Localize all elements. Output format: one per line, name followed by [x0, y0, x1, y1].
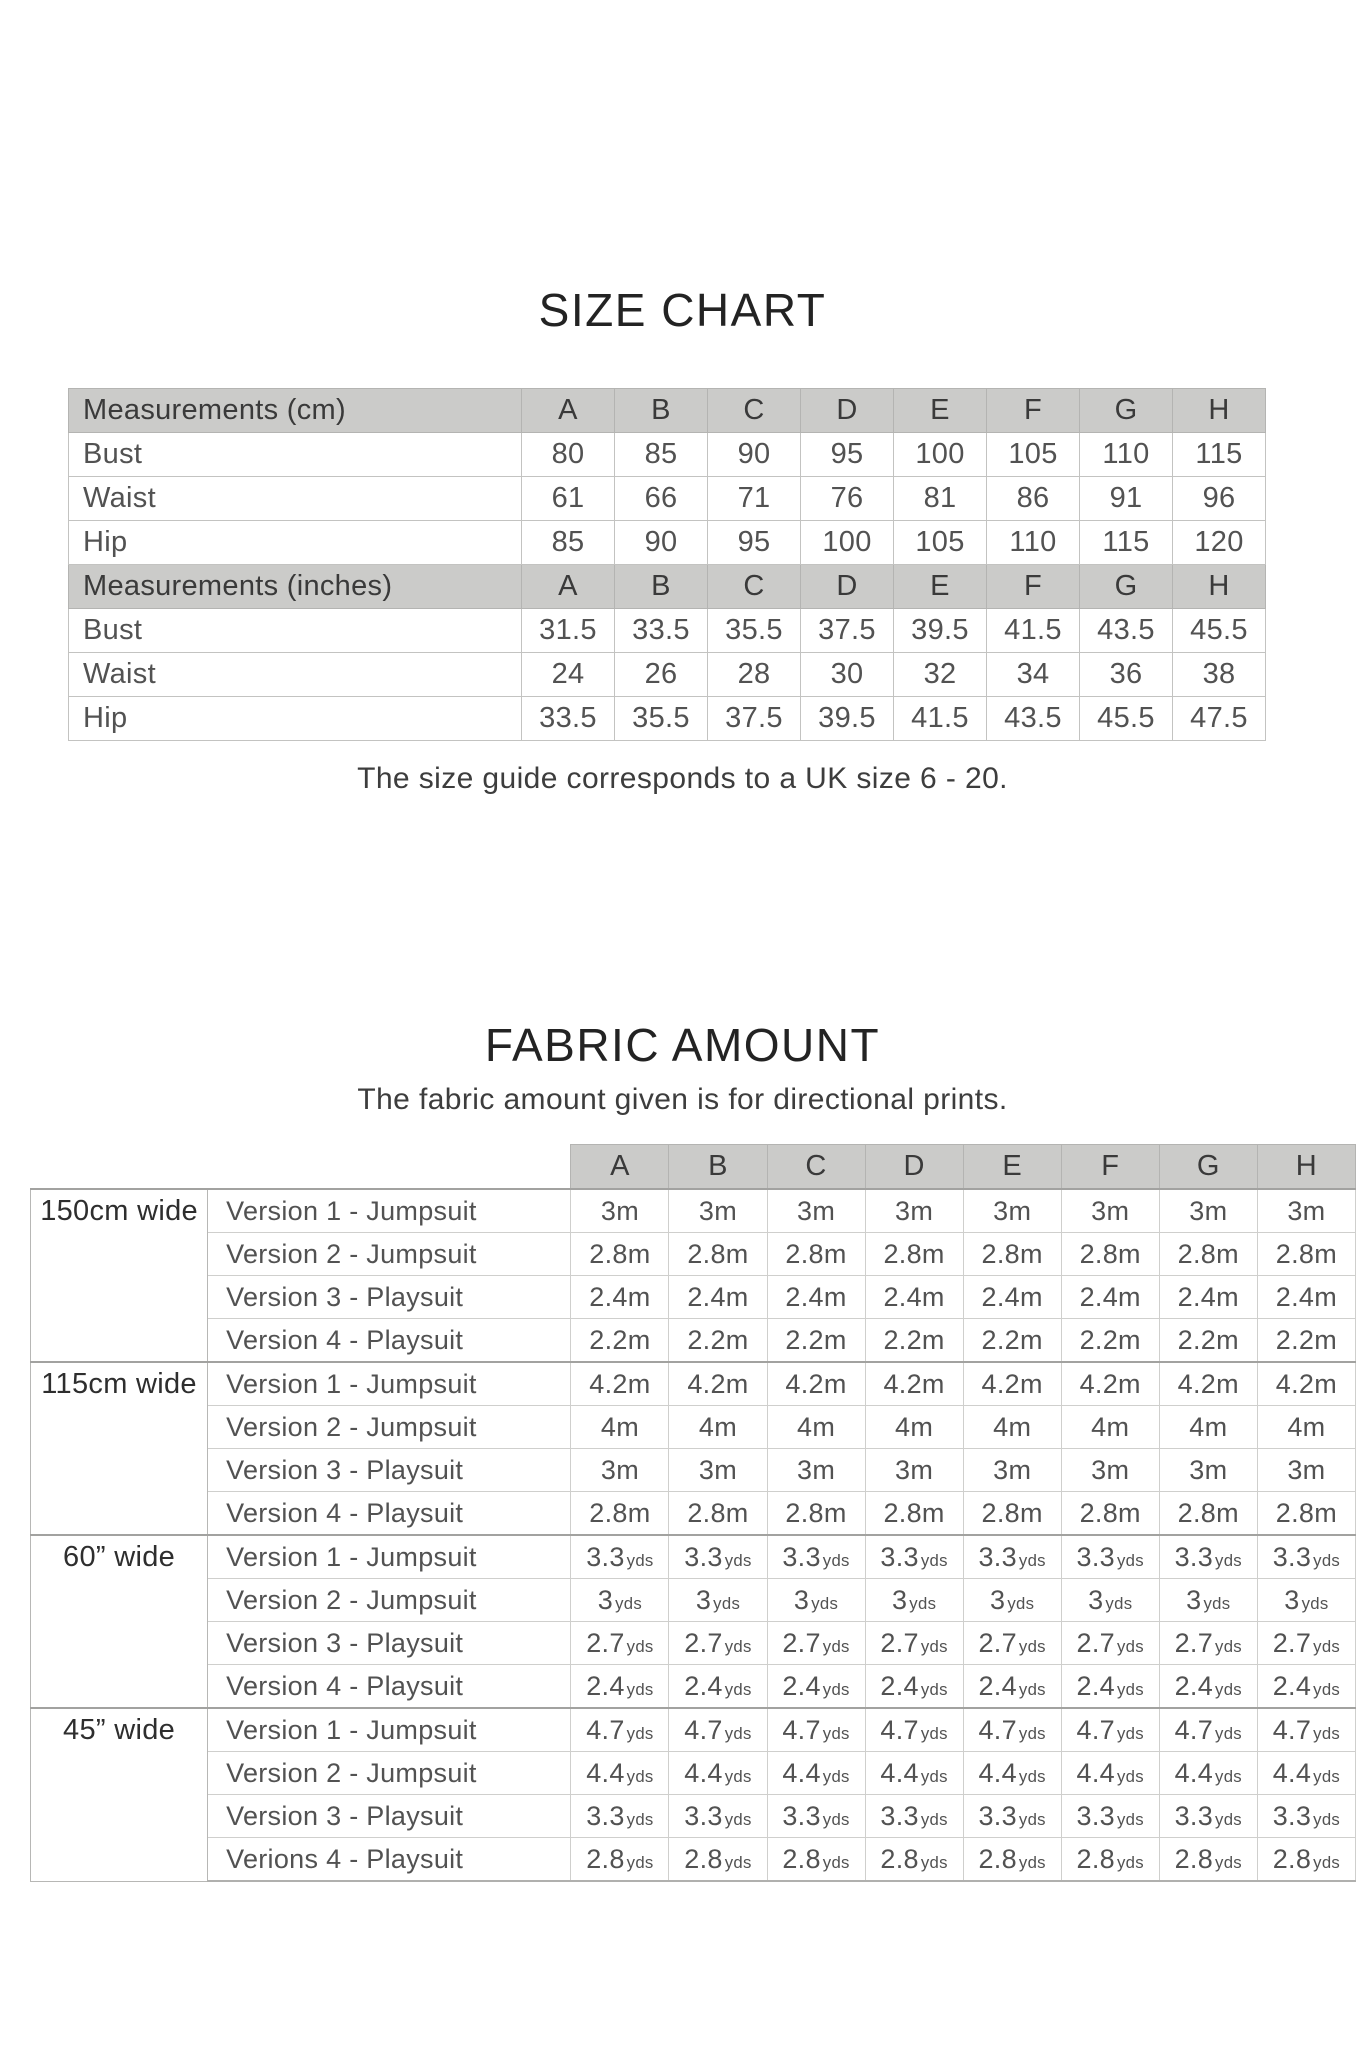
version-label: Version 4 - Playsuit	[208, 1319, 571, 1363]
fabric-amount-value: 2.4m	[669, 1276, 767, 1319]
fabric-size-header-row	[31, 1145, 1356, 1190]
measurements-header-label: Measurements (cm)	[69, 389, 522, 433]
fabric-amount-value: 3.3 yds	[1159, 1535, 1257, 1579]
measurement-value: 95	[708, 521, 801, 565]
fabric-width-label: 115cm wide	[31, 1362, 208, 1535]
fabric-amount-value: 2.7 yds	[1061, 1622, 1159, 1665]
fabric-amount-value: 4.2m	[669, 1362, 767, 1406]
fabric-amount-table	[30, 1144, 1356, 1882]
fabric-amount-value: 2.2m	[571, 1319, 669, 1363]
size-column-header: C	[708, 565, 801, 609]
measurement-value: 38	[1173, 653, 1266, 697]
fabric-amount-value: 4.7 yds	[1061, 1708, 1159, 1752]
fabric-amount-value: 4.2m	[571, 1362, 669, 1406]
version-label: Version 1 - Jumpsuit	[208, 1189, 571, 1233]
measurement-value: 105	[987, 433, 1080, 477]
fabric-amount-value: 4.2m	[963, 1362, 1061, 1406]
fabric-amount-row	[31, 1189, 1356, 1233]
version-label: Version 4 - Playsuit	[208, 1492, 571, 1536]
fabric-amount-value: 3m	[963, 1189, 1061, 1233]
size-column-header: D	[801, 565, 894, 609]
fabric-amount-value: 2.8m	[1159, 1492, 1257, 1536]
fabric-amount-value: 2.2m	[669, 1319, 767, 1363]
fabric-amount-value: 4.7 yds	[963, 1708, 1061, 1752]
size-column-header: G	[1080, 389, 1173, 433]
fabric-amount-value: 3.3 yds	[669, 1795, 767, 1838]
measurement-value: 43.5	[987, 697, 1080, 741]
fabric-amount-value: 4.2m	[1159, 1362, 1257, 1406]
fabric-amount-value: 3.3 yds	[865, 1535, 963, 1579]
fabric-width-label: 150cm wide	[31, 1189, 208, 1362]
measurement-row	[69, 477, 1266, 521]
fabric-amount-value: 3m	[767, 1449, 865, 1492]
version-label: Version 1 - Jumpsuit	[208, 1362, 571, 1406]
fabric-amount-row	[31, 1622, 1356, 1665]
measurement-value: 24	[522, 653, 615, 697]
fabric-amount-value: 2.8m	[963, 1492, 1061, 1536]
measurement-value: 66	[615, 477, 708, 521]
fabric-amount-value: 2.4m	[865, 1276, 963, 1319]
fabric-amount-value: 2.4 yds	[767, 1665, 865, 1709]
fabric-amount-value: 4.2m	[1061, 1362, 1159, 1406]
measurement-value: 85	[522, 521, 615, 565]
fabric-amount-row	[31, 1795, 1356, 1838]
size-column-header: D	[865, 1145, 963, 1190]
measurement-value: 100	[801, 521, 894, 565]
measurement-value: 30	[801, 653, 894, 697]
fabric-amount-value: 3m	[1159, 1189, 1257, 1233]
fabric-amount-value: 3m	[1061, 1189, 1159, 1233]
fabric-amount-value: 2.7 yds	[767, 1622, 865, 1665]
measurement-value: 31.5	[522, 609, 615, 653]
measurement-value: 47.5	[1173, 697, 1266, 741]
size-column-header: C	[767, 1145, 865, 1190]
fabric-amount-row	[31, 1579, 1356, 1622]
measurements-header-row	[69, 565, 1266, 609]
fabric-amount-value: 2.2m	[865, 1319, 963, 1363]
fabric-amount-value: 3.3 yds	[1257, 1535, 1355, 1579]
fabric-amount-value: 2.7 yds	[1257, 1622, 1355, 1665]
fabric-header-spacer	[208, 1145, 571, 1190]
fabric-amount-value: 4.4 yds	[1061, 1752, 1159, 1795]
measurement-value: 80	[522, 433, 615, 477]
measurement-value: 41.5	[987, 609, 1080, 653]
fabric-amount-value: 2.4m	[1257, 1276, 1355, 1319]
measurement-value: 110	[1080, 433, 1173, 477]
fabric-amount-value: 3m	[1061, 1449, 1159, 1492]
measurement-value: 110	[987, 521, 1080, 565]
fabric-amount-row	[31, 1276, 1356, 1319]
fabric-amount-value: 2.4m	[1159, 1276, 1257, 1319]
fabric-amount-value: 3.3 yds	[571, 1795, 669, 1838]
fabric-amount-value: 3.3 yds	[1061, 1795, 1159, 1838]
fabric-amount-value: 3 yds	[963, 1579, 1061, 1622]
fabric-amount-value: 2.8m	[1159, 1233, 1257, 1276]
measurement-value: 33.5	[522, 697, 615, 741]
fabric-amount-value: 2.8 yds	[669, 1838, 767, 1882]
fabric-amount-value: 3.3 yds	[1257, 1795, 1355, 1838]
fabric-header-spacer	[31, 1145, 208, 1190]
measurement-value: 41.5	[894, 697, 987, 741]
measurement-value: 45.5	[1080, 697, 1173, 741]
fabric-amount-value: 2.4 yds	[963, 1665, 1061, 1709]
size-chart-table	[68, 388, 1266, 741]
measurement-value: 100	[894, 433, 987, 477]
measurement-value: 95	[801, 433, 894, 477]
fabric-amount-value: 4.7 yds	[767, 1708, 865, 1752]
fabric-amount-value: 3m	[865, 1189, 963, 1233]
fabric-amount-value: 2.7 yds	[1159, 1622, 1257, 1665]
fabric-amount-value: 3 yds	[571, 1579, 669, 1622]
fabric-amount-value: 2.8m	[571, 1233, 669, 1276]
fabric-amount-value: 3.3 yds	[963, 1795, 1061, 1838]
fabric-amount-value: 2.2m	[1159, 1319, 1257, 1363]
fabric-amount-value: 3 yds	[865, 1579, 963, 1622]
fabric-amount-value: 4.7 yds	[865, 1708, 963, 1752]
fabric-amount-value: 4m	[669, 1406, 767, 1449]
measurement-value: 37.5	[708, 697, 801, 741]
fabric-amount-value: 4.4 yds	[1159, 1752, 1257, 1795]
fabric-amount-row	[31, 1708, 1356, 1752]
measurement-value: 45.5	[1173, 609, 1266, 653]
measurement-row-label: Waist	[69, 477, 522, 521]
fabric-amount-value: 3 yds	[669, 1579, 767, 1622]
size-column-header: D	[801, 389, 894, 433]
fabric-amount-value: 4m	[865, 1406, 963, 1449]
measurement-value: 26	[615, 653, 708, 697]
fabric-amount-value: 3m	[1257, 1449, 1355, 1492]
fabric-amount-value: 3 yds	[767, 1579, 865, 1622]
size-column-header: H	[1257, 1145, 1355, 1190]
size-column-header: G	[1159, 1145, 1257, 1190]
fabric-amount-row	[31, 1665, 1356, 1709]
fabric-amount-value: 2.8m	[767, 1492, 865, 1536]
fabric-amount-value: 4.7 yds	[1159, 1708, 1257, 1752]
fabric-amount-value: 3m	[669, 1449, 767, 1492]
version-label: Version 3 - Playsuit	[208, 1622, 571, 1665]
size-column-header: B	[615, 389, 708, 433]
fabric-amount-row	[31, 1319, 1356, 1363]
fabric-amount-value: 3m	[865, 1449, 963, 1492]
fabric-amount-row	[31, 1838, 1356, 1882]
size-chart-title: SIZE CHART	[538, 284, 827, 336]
measurement-row-label: Hip	[69, 697, 522, 741]
version-label: Version 2 - Jumpsuit	[208, 1752, 571, 1795]
measurement-value: 115	[1173, 433, 1266, 477]
version-label: Version 2 - Jumpsuit	[208, 1579, 571, 1622]
fabric-amount-value: 2.7 yds	[865, 1622, 963, 1665]
fabric-amount-value: 2.8m	[669, 1492, 767, 1536]
measurement-row	[69, 609, 1266, 653]
fabric-amount-value: 4m	[571, 1406, 669, 1449]
fabric-amount-value: 3m	[1159, 1449, 1257, 1492]
fabric-amount-value: 3m	[571, 1449, 669, 1492]
fabric-amount-value: 2.4 yds	[669, 1665, 767, 1709]
size-column-header: E	[894, 389, 987, 433]
fabric-amount-value: 2.8 yds	[1257, 1838, 1355, 1882]
version-label: Version 1 - Jumpsuit	[208, 1708, 571, 1752]
fabric-amount-value: 4m	[767, 1406, 865, 1449]
size-column-header: B	[615, 565, 708, 609]
version-label: Version 1 - Jumpsuit	[208, 1535, 571, 1579]
fabric-amount-value: 2.2m	[1061, 1319, 1159, 1363]
fabric-amount-value: 3m	[571, 1189, 669, 1233]
fabric-amount-value: 2.8m	[669, 1233, 767, 1276]
fabric-amount-value: 2.2m	[963, 1319, 1061, 1363]
fabric-amount-value: 4m	[963, 1406, 1061, 1449]
fabric-amount-value: 2.4 yds	[1061, 1665, 1159, 1709]
fabric-amount-value: 3m	[767, 1189, 865, 1233]
fabric-amount-value: 4.2m	[767, 1362, 865, 1406]
measurement-value: 39.5	[894, 609, 987, 653]
fabric-amount-value: 2.7 yds	[669, 1622, 767, 1665]
fabric-amount-value: 3 yds	[1159, 1579, 1257, 1622]
measurement-value: 36	[1080, 653, 1173, 697]
fabric-amount-value: 2.8 yds	[1159, 1838, 1257, 1882]
measurement-value: 76	[801, 477, 894, 521]
measurement-row	[69, 697, 1266, 741]
fabric-amount-value: 2.7 yds	[963, 1622, 1061, 1665]
measurement-row-label: Bust	[69, 433, 522, 477]
fabric-amount-title: FABRIC AMOUNT	[484, 1019, 881, 1071]
measurement-value: 91	[1080, 477, 1173, 521]
fabric-amount-value: 4.4 yds	[963, 1752, 1061, 1795]
size-column-header: E	[963, 1145, 1061, 1190]
fabric-amount-value: 2.8 yds	[963, 1838, 1061, 1882]
fabric-amount-value: 4.7 yds	[1257, 1708, 1355, 1752]
fabric-amount-value: 2.8m	[865, 1233, 963, 1276]
fabric-amount-value: 2.4m	[767, 1276, 865, 1319]
fabric-amount-value: 2.8 yds	[1061, 1838, 1159, 1882]
fabric-amount-value: 2.4 yds	[571, 1665, 669, 1709]
fabric-amount-value: 4.2m	[1257, 1362, 1355, 1406]
fabric-amount-value: 2.8m	[1061, 1492, 1159, 1536]
measurement-value: 71	[708, 477, 801, 521]
measurement-value: 86	[987, 477, 1080, 521]
measurement-value: 96	[1173, 477, 1266, 521]
size-column-header: A	[571, 1145, 669, 1190]
fabric-amount-row	[31, 1535, 1356, 1579]
measurement-row-label: Bust	[69, 609, 522, 653]
size-column-header: F	[987, 565, 1080, 609]
fabric-amount-value: 2.4 yds	[865, 1665, 963, 1709]
version-label: Version 3 - Playsuit	[208, 1795, 571, 1838]
fabric-amount-value: 2.8m	[571, 1492, 669, 1536]
measurement-value: 37.5	[801, 609, 894, 653]
fabric-amount-subtitle: The fabric amount given is for directional prints.	[357, 1083, 1008, 1116]
size-guide-caption: The size guide corresponds to a UK size 6 - 20.	[357, 762, 1008, 795]
measurement-value: 120	[1173, 521, 1266, 565]
measurement-value: 85	[615, 433, 708, 477]
fabric-amount-value: 4.7 yds	[571, 1708, 669, 1752]
fabric-amount-value: 2.8 yds	[767, 1838, 865, 1882]
measurement-value: 90	[615, 521, 708, 565]
fabric-amount-value: 4m	[1159, 1406, 1257, 1449]
fabric-amount-value: 2.8m	[865, 1492, 963, 1536]
fabric-amount-row	[31, 1752, 1356, 1795]
fabric-amount-value: 2.2m	[1257, 1319, 1355, 1363]
measurement-value: 115	[1080, 521, 1173, 565]
size-column-header: C	[708, 389, 801, 433]
version-label: Verions 4 - Playsuit	[208, 1838, 571, 1882]
fabric-amount-value: 3.3 yds	[963, 1535, 1061, 1579]
fabric-amount-value: 3.3 yds	[1061, 1535, 1159, 1579]
measurement-value: 33.5	[615, 609, 708, 653]
fabric-amount-value: 3.3 yds	[669, 1535, 767, 1579]
measurement-value: 90	[708, 433, 801, 477]
measurement-value: 61	[522, 477, 615, 521]
fabric-amount-value: 2.7 yds	[571, 1622, 669, 1665]
fabric-amount-row	[31, 1492, 1356, 1536]
measurement-value: 81	[894, 477, 987, 521]
size-column-header: B	[669, 1145, 767, 1190]
fabric-amount-row	[31, 1233, 1356, 1276]
fabric-amount-value: 2.8m	[767, 1233, 865, 1276]
fabric-amount-value: 4.4 yds	[571, 1752, 669, 1795]
version-label: Version 3 - Playsuit	[208, 1276, 571, 1319]
fabric-amount-value: 4m	[1061, 1406, 1159, 1449]
fabric-amount-value: 2.8m	[963, 1233, 1061, 1276]
size-column-header: H	[1173, 565, 1266, 609]
fabric-amount-row	[31, 1449, 1356, 1492]
measurements-header-label: Measurements (inches)	[69, 565, 522, 609]
fabric-amount-value: 3m	[963, 1449, 1061, 1492]
measurement-row-label: Waist	[69, 653, 522, 697]
fabric-amount-row	[31, 1362, 1356, 1406]
measurement-value: 28	[708, 653, 801, 697]
fabric-amount-value: 2.4m	[571, 1276, 669, 1319]
fabric-amount-value: 4.2m	[865, 1362, 963, 1406]
fabric-amount-value: 2.8m	[1257, 1492, 1355, 1536]
fabric-amount-value: 4.4 yds	[865, 1752, 963, 1795]
fabric-width-label: 45” wide	[31, 1708, 208, 1881]
version-label: Version 4 - Playsuit	[208, 1665, 571, 1709]
measurement-row	[69, 653, 1266, 697]
measurement-value: 105	[894, 521, 987, 565]
size-column-header: G	[1080, 565, 1173, 609]
size-column-header: F	[1061, 1145, 1159, 1190]
fabric-amount-value: 3.3 yds	[767, 1535, 865, 1579]
fabric-amount-value: 4.4 yds	[1257, 1752, 1355, 1795]
measurement-row	[69, 433, 1266, 477]
fabric-amount-value: 3.3 yds	[571, 1535, 669, 1579]
fabric-amount-value: 3.3 yds	[1159, 1795, 1257, 1838]
fabric-amount-value: 2.4m	[1061, 1276, 1159, 1319]
fabric-amount-value: 3 yds	[1257, 1579, 1355, 1622]
measurement-value: 34	[987, 653, 1080, 697]
measurement-value: 35.5	[708, 609, 801, 653]
fabric-amount-value: 3m	[669, 1189, 767, 1233]
fabric-amount-value: 3m	[1257, 1189, 1355, 1233]
measurement-value: 35.5	[615, 697, 708, 741]
fabric-amount-value: 2.4m	[963, 1276, 1061, 1319]
fabric-amount-value: 2.8m	[1061, 1233, 1159, 1276]
size-column-header: E	[894, 565, 987, 609]
fabric-amount-value: 4.4 yds	[767, 1752, 865, 1795]
fabric-amount-value: 2.8 yds	[865, 1838, 963, 1882]
measurements-header-row	[69, 389, 1266, 433]
size-column-header: A	[522, 389, 615, 433]
measurement-row	[69, 521, 1266, 565]
measurement-value: 43.5	[1080, 609, 1173, 653]
measurement-value: 39.5	[801, 697, 894, 741]
version-label: Version 3 - Playsuit	[208, 1449, 571, 1492]
fabric-amount-row	[31, 1406, 1356, 1449]
fabric-amount-value: 3.3 yds	[865, 1795, 963, 1838]
measurement-value: 32	[894, 653, 987, 697]
version-label: Version 2 - Jumpsuit	[208, 1406, 571, 1449]
fabric-amount-value: 2.2m	[767, 1319, 865, 1363]
size-column-header: F	[987, 389, 1080, 433]
measurement-row-label: Hip	[69, 521, 522, 565]
fabric-amount-value: 2.4 yds	[1257, 1665, 1355, 1709]
fabric-width-label: 60” wide	[31, 1535, 208, 1708]
fabric-amount-value: 4m	[1257, 1406, 1355, 1449]
fabric-amount-value: 2.4 yds	[1159, 1665, 1257, 1709]
version-label: Version 2 - Jumpsuit	[208, 1233, 571, 1276]
fabric-amount-value: 4.7 yds	[669, 1708, 767, 1752]
size-column-header: A	[522, 565, 615, 609]
fabric-amount-value: 3 yds	[1061, 1579, 1159, 1622]
fabric-amount-value: 2.8 yds	[571, 1838, 669, 1882]
fabric-amount-value: 4.4 yds	[669, 1752, 767, 1795]
fabric-amount-value: 2.8m	[1257, 1233, 1355, 1276]
size-column-header: H	[1173, 389, 1266, 433]
fabric-amount-value: 3.3 yds	[767, 1795, 865, 1838]
